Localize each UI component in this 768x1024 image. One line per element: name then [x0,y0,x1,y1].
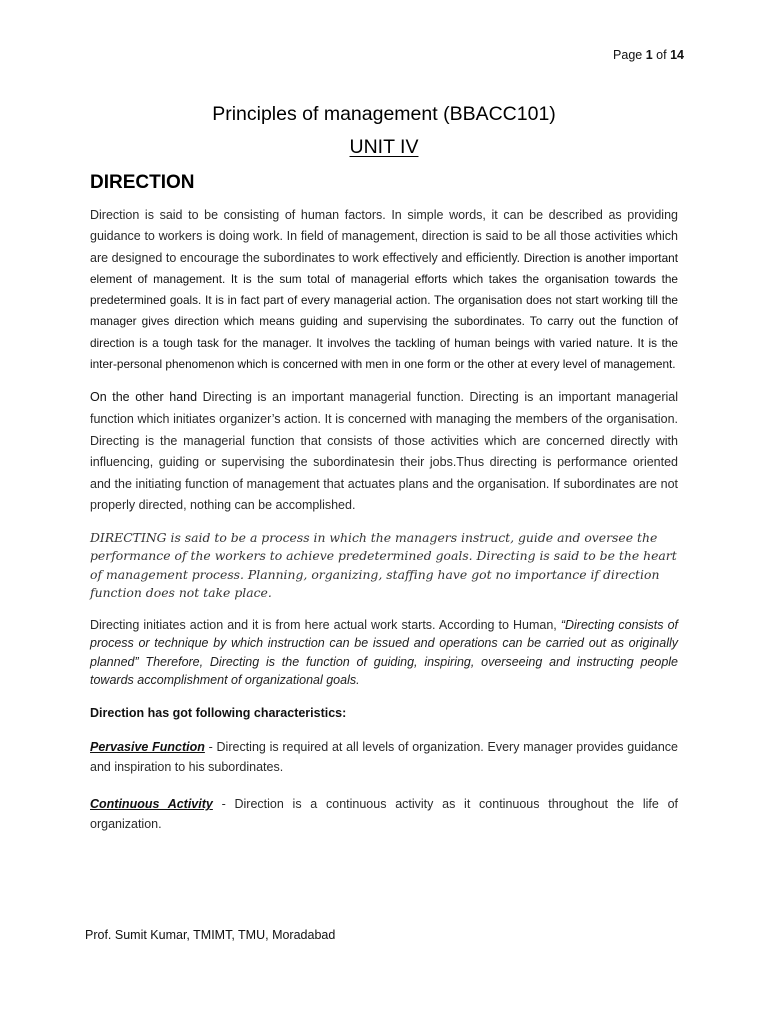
unit-title-text: UNIT IV [349,136,419,158]
paragraph-directing-quote [90,616,678,689]
characteristic-text: - Direction is a continuous activity as it continuous throughout the life of organization. [90,797,678,831]
paragraph-2-lead: On the other hand [90,390,203,405]
page-current: 1 [645,48,653,62]
page-total: 14 [670,48,684,62]
course-title: Principles of management (BBACC101) [212,103,556,125]
characteristic-text: - Directing is required at all levels of organization. Every manager provides guidance and inspiration to his subordinates. [90,740,678,774]
paragraph-direction-intro [90,205,678,375]
page-number [613,48,684,62]
characteristics-heading: Direction has got following characteristics: [90,706,347,721]
paragraph-directing-function [90,387,678,517]
characteristic-term: Continuous Activity [90,797,213,812]
paragraph-4-quote: “Directing consists of process or technique by which instruction can be issued and operations can be carried out as originally planned” Therefore, Directing is the function of guiding, inspiring, overseeing and instructing people towards accomplishment of organizational goals. [90,618,678,688]
paragraph-2-body: Directing is an important managerial function. Directing is an important managerial function which initiates organizer’s action. It is concerned with managing the members of the organisation. Directing is the managerial function that consists of those activities which are concerned directly with influencing, guiding or supervising the subordinatesin their jobs.Thus directing is performance oriented and the initiating function of management that actuates plans and the organisation. If subordinates are not properly directed, nothing can be accomplished. [90,390,678,513]
document-body [90,205,678,834]
footer-author: Prof. Sumit Kumar, TMIMT, TMU, Moradabad [85,928,336,942]
page-prefix: Page [613,48,643,62]
characteristic-item [90,795,678,834]
paragraph-4-lead: Directing initiates action and it is from here actual work starts. According to Human, [90,618,561,633]
paragraph-1-part-a: Direction is said to be consisting of human factors. In simple words, it can be described as providing guidance to workers is doing work. In field of management, direction is said to be all those activities which are designed to encourage the subordinates to work effectively and efficiently. [90,208,678,265]
characteristic-item [90,738,678,777]
characteristic-term: Pervasive Function [90,740,205,755]
unit-title [0,136,768,159]
paragraph-1-part-b: Direction is another important element of management. It is the sum total of managerial efforts which takes the organisation towards the predetermined goals. It is in fact part of every managerial action. The organisation does not start working till the manager gives direction which means guiding and supervising the subordinates. To carry out the function of direction is a tough task for the manager. It involves the tackling of human beings with varied nature. It is the inter-personal phenomenon which is concerned with men in one form or the other at every level of management. [90,250,678,372]
page-of: of [656,48,667,62]
paragraph-directing-definition: DIRECTING is said to be a process in which the managers instruct, guide and oversee the performance of the workers to achieve predetermined goals. Directing is said to be the heart of management process. Planning, organizing, staffing have got no importance if direction function does not take place. [90,529,677,600]
section-heading: DIRECTION [90,172,195,193]
